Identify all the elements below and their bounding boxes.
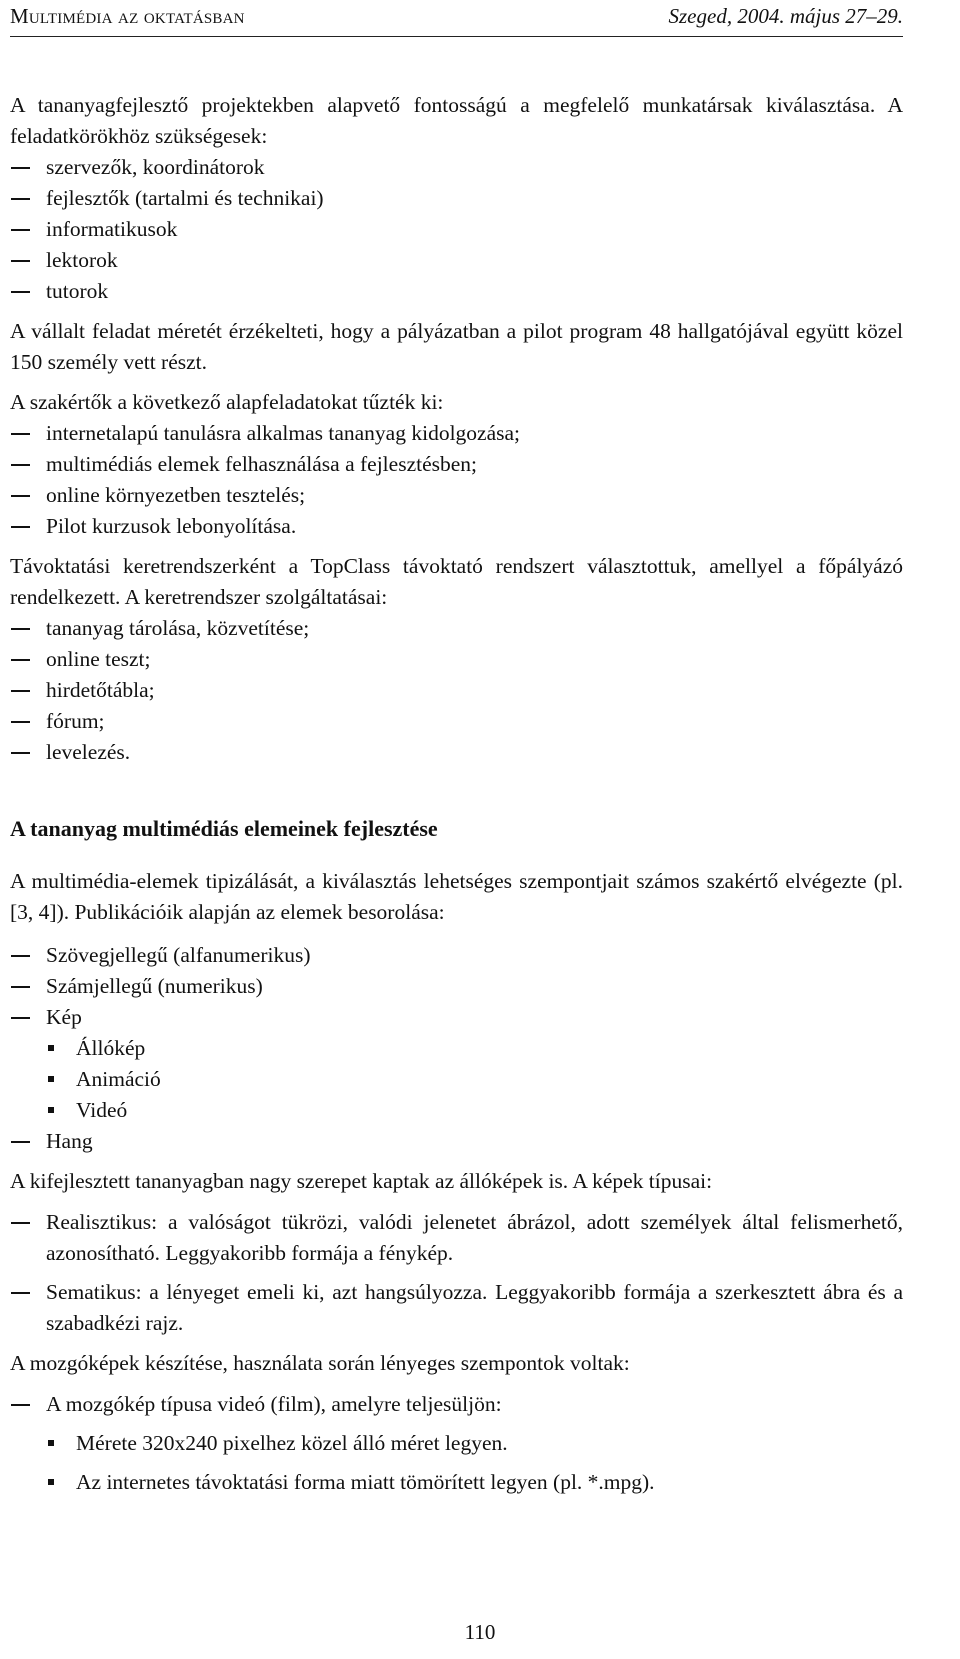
- paragraph: A szakértők a következő alapfeladatokat tűzték ki:: [10, 390, 444, 414]
- list-item: hirdetőtábla;: [10, 675, 903, 706]
- list-item: A mozgókép típusa videó (film), amelyre teljesüljön:: [10, 1389, 903, 1420]
- list-item: tananyag tárolása, közvetítése;: [10, 613, 903, 644]
- list-item: lektorok: [10, 245, 903, 276]
- paragraph: A multimédia-elemek tipizálását, a kiválasztás lehetséges szempontjait számos szakértő elvégezte (pl. [3, 4]). Publikációik alapján az elemek besorolása:: [10, 869, 903, 924]
- video-list: [10, 1389, 903, 1420]
- list-item: Számjellegű (numerikus): [10, 971, 903, 1002]
- paragraph: A tananyagfejlesztő projektekben alapvető fontosságú a megfelelő munkatársak kiválasztása. A feladatkörökhöz szükségesek:: [10, 93, 903, 148]
- services-list: [10, 613, 903, 768]
- list-item: Állókép: [10, 1033, 903, 1064]
- list-item: multimédiás elemek felhasználása a fejlesztésben;: [10, 449, 903, 480]
- list-item: online környezetben tesztelés;: [10, 480, 903, 511]
- list-item: szervezők, koordinátorok: [10, 152, 903, 183]
- list-item: Mérete 320x240 pixelhez közel álló méret legyen.: [10, 1428, 903, 1459]
- paragraph: A kifejlesztett tananyagban nagy szerepet kaptak az állóképek is. A képek típusai:: [10, 1169, 713, 1193]
- list-item: Videó: [10, 1095, 903, 1126]
- list-item: Hang: [10, 1126, 903, 1157]
- paragraph: A vállalt feladat méretét érzékelteti, hogy a pályázatban a pilot program 48 hallgatójával együtt közel 150 személy vett részt.: [10, 319, 903, 374]
- page-body: [10, 90, 903, 1498]
- list-item: Kép: [10, 1002, 903, 1033]
- list-item: online teszt;: [10, 644, 903, 675]
- header-title: Multimédia az oktatásban: [10, 4, 245, 28]
- list-item: Realisztikus: a valóságot tükrözi, valódi jelenetet ábrázol, adott személyek által felismerhető, azonosítható. Leggyakoribb formája a fénykép.: [10, 1207, 903, 1269]
- list-item: Animáció: [10, 1064, 903, 1095]
- page-number: 110: [464, 1620, 496, 1644]
- image-subtypes-list: [10, 1033, 903, 1126]
- video-requirements-list: [10, 1428, 903, 1498]
- roles-list: [10, 152, 903, 307]
- header-date: Szeged, 2004. május 27–29.: [668, 4, 903, 28]
- paragraph: Távoktatási keretrendszerként a TopClass távoktató rendszert választottuk, amellyel a főpályázó rendelkezett. A keretrendszer szolgáltatásai:: [10, 554, 903, 609]
- section-heading: A tananyag multimédiás elemeinek fejlesztése: [10, 816, 438, 841]
- elements-list: [10, 940, 903, 1033]
- list-item: fórum;: [10, 706, 903, 737]
- list-item: Pilot kurzusok lebonyolítása.: [10, 511, 903, 542]
- list-item: Szövegjellegű (alfanumerikus): [10, 940, 903, 971]
- list-item: internetalapú tanulásra alkalmas tananyag kidolgozása;: [10, 418, 903, 449]
- list-item: Az internetes távoktatási forma miatt tömörített legyen (pl. *.mpg).: [10, 1467, 903, 1498]
- running-header: [10, 2, 903, 37]
- image-types-list: [10, 1207, 903, 1339]
- list-item: levelezés.: [10, 737, 903, 768]
- tasks-list: [10, 418, 903, 542]
- list-item: Sematikus: a lényeget emeli ki, azt hangsúlyozza. Leggyakoribb formája a szerkesztett ábra és a szabadkézi rajz.: [10, 1277, 903, 1339]
- list-item: informatikusok: [10, 214, 903, 245]
- list-item: tutorok: [10, 276, 903, 307]
- list-item: fejlesztők (tartalmi és technikai): [10, 183, 903, 214]
- paragraph: A mozgóképek készítése, használata során lényeges szempontok voltak:: [10, 1351, 630, 1375]
- elements-list-end: [10, 1126, 903, 1157]
